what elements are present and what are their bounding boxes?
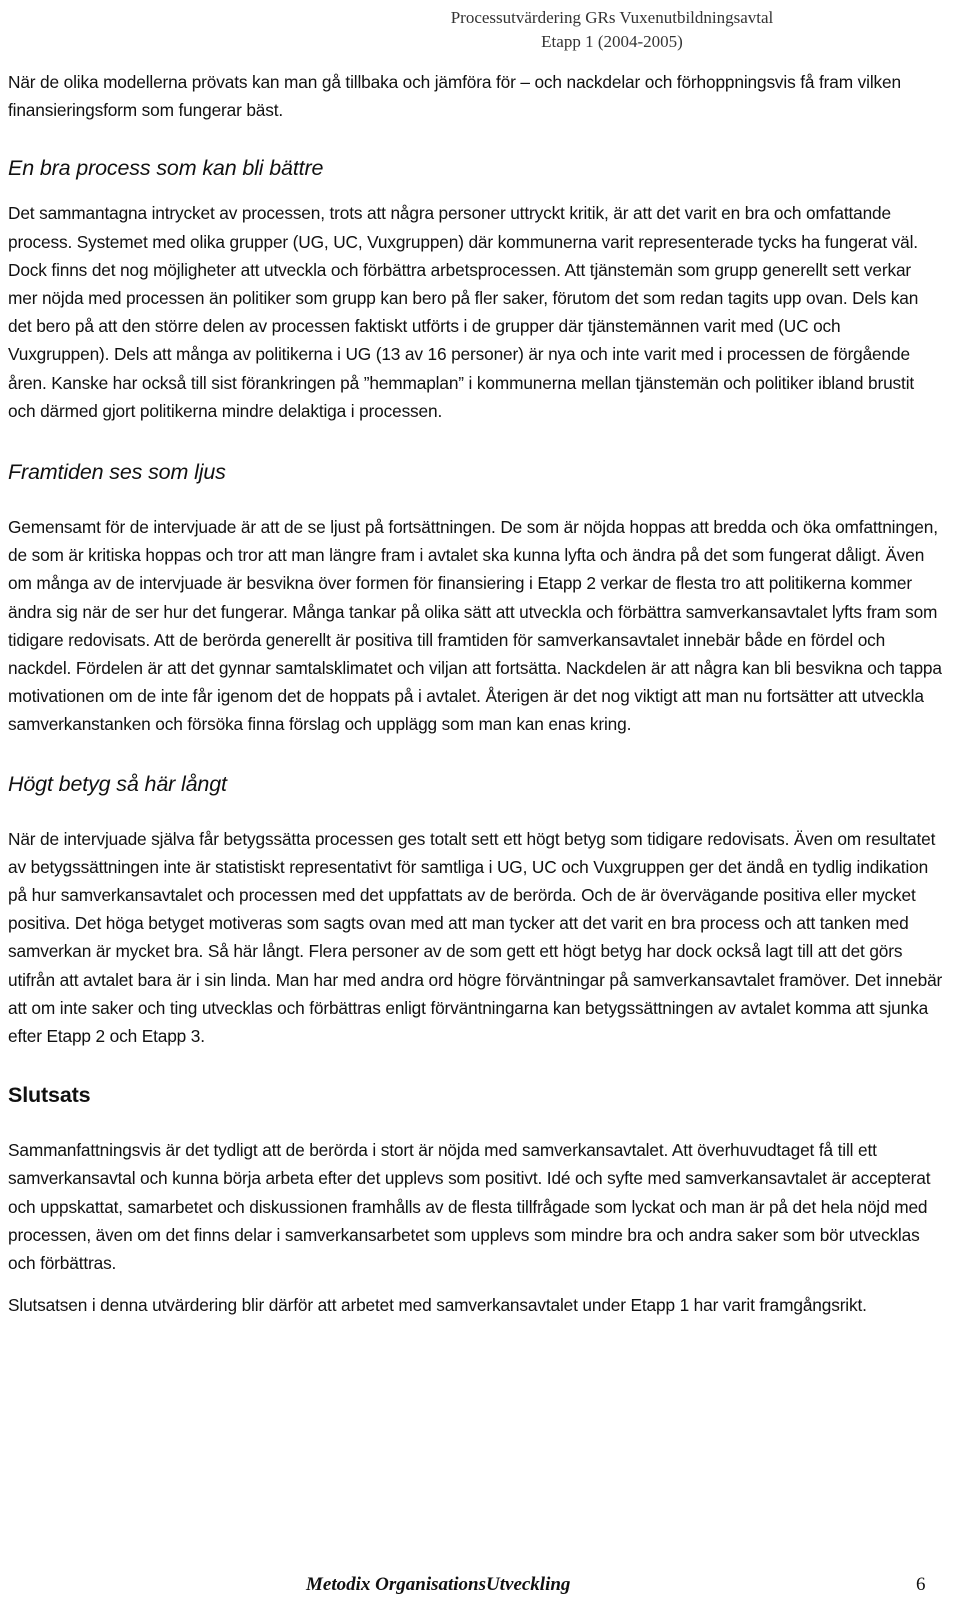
page-number: 6 [916, 1574, 926, 1595]
footer-company-name: Metodix OrganisationsUtveckling [306, 1574, 571, 1595]
section-heading-rating: Högt betyg så här långt [8, 771, 227, 796]
section-heading-future: Framtiden ses som ljus [8, 460, 226, 485]
section-heading-process: En bra process som kan bli bättre [8, 156, 324, 181]
intro-paragraph: När de olika modellerna prövats kan man gå tillbaka och jämföra för – och nackdelar och förhoppningsvis få fram vilken finansieringsform som fungerar bäst. [8, 72, 901, 121]
header-stage: Etapp 1 (2004-2005) [541, 32, 683, 51]
page-header [372, 6, 852, 54]
header-report-title: Processutvärdering GRs Vuxenutbildningsavtal [450, 8, 774, 27]
section-paragraph-future: Gemensamt för de intervjuade är att de se ljust på fortsättningen. De som är nöjda hoppas att bredda och öka omfattningen, de som är kritiska hoppas och tror att man längre fram i avtalet ska kunna lyfta och ändra på det som fungerat dåligt. Även om många av de intervjuade är besvikna över formen för finansiering i Etapp 2 verkar de flesta tro att politikerna kommer ändra sig när de ser hur det fungerar. Många tankar på olika sätt att utveckla och förbättra samverkansavtalet lyfts fram som tidigare redovisats. Att de berörda generellt är positiva till framtiden för samverkansavtalet innebär både en fördel och nackdel. Fördelen är att det gynnar samtalsklimatet och viljan att fortsätta. Nackdelen är att några kan bli besvikna och tappa motivationen om de inte får igenom det de hoppats på i avtalet. Återigen är det nog viktigt att man nu fortsätter att utveckla samverkanstanken och försöka finna förslag och upplägg som man kan enas kring. [8, 517, 942, 735]
section-paragraph-conclusion-final: Slutsatsen i denna utvärdering blir därför att arbetet med samverkansavtalet under Etapp 1 har varit framgångsrikt. [8, 1295, 867, 1316]
section-paragraph-process: Det sammantagna intrycket av processen, trots att några personer uttryckt kritik, är att det varit en bra och omfattande process. Systemet med olika grupper (UG, UC, Vuxgruppen) där kommunerna varit representerade tycks ha fungerat väl. Dock finns det nog möjligheter att utveckla och förbättra arbetsprocessen. Att tjänstemän som grupp generellt sett verkar mer nöjda med processen än politiker som grupp kan bero på fler saker, förutom det som redan tagits upp ovan. Dels kan det bero på att den större delen av processen faktiskt utförts i de grupper där tjänstemännen varit med (UC och Vuxgruppen). Dels att många av politikerna i UG (13 av 16 personer) är nya och inte varit med i processen de förgående åren. Kanske har också till sist förankringen på ”hemmaplan” i kommunerna mellan tjänstemän och politiker ibland brustit och därmed gjort politikerna mindre delaktiga i processen. [8, 203, 919, 421]
section-paragraph-rating: När de intervjuade själva får betygssätta processen ges totalt sett ett högt betyg som tidigare redovisats. Även om resultatet av betygssättningen inte är statistiskt representativt för samtliga i UG, UC och Vuxgruppen ger det ändå en tydlig indikation på hur samverkansavtalet och processen med det uppfattats av de berörda. Och de är övervägande positiva eller mycket positiva. Det höga betyget motiveras som sagts ovan med att man tycker att det varit en bra process och att tanken med samverkan är mycket bra. Så här långt. Flera personer av de som gett ett högt betyg har dock också lagt till att det görs utifrån att avtalet bara är i sin linda. Man har med andra ord högre förväntningar på samverkansavtalet framöver. Det innebär att om inte saker och ting utvecklas och förbättras enligt förväntningarna kan betygssättningen av avtalet komma att sjunka efter Etapp 2 och Etapp 3. [8, 828, 943, 1047]
document-body [8, 68, 943, 1320]
section-paragraph-conclusion-summary: Sammanfattningsvis är det tydligt att de berörda i stort är nöjda med samverkansavtalet. Att överhuvudtaget få till ett samverkansavtal och kunna börja arbeta efter det upplevs som positivt. Idé och syfte med samverkansavtalet är accepterat och uppskattat, samarbetet och diskussionen framhålls av de flesta tillfrågade som lyckat och man är på det hela nöjd med processen, även om det finns delar i samverkansarbetet som upplevs som mindre bra och andra saker som bör utvecklas och förbättras. [8, 1140, 931, 1274]
section-heading-conclusion: Slutsats [8, 1083, 91, 1108]
